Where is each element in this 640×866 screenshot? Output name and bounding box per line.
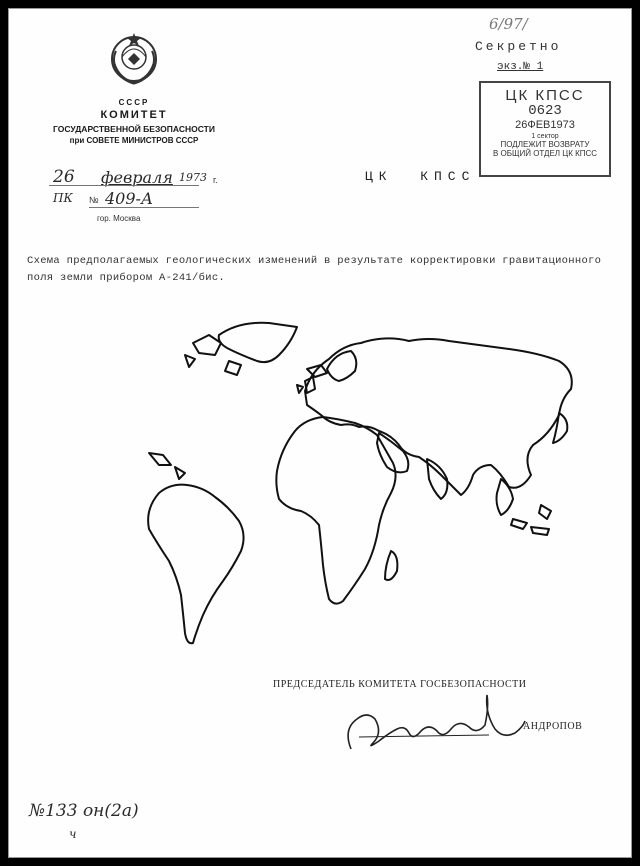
stamp-note2: В ОБЩИЙ ОТДЕЛ ЦК КПСС xyxy=(492,149,598,158)
se-asia-outline xyxy=(497,479,514,515)
stamp-date: 26ФЕВ1973 xyxy=(515,119,575,131)
indonesia-outline xyxy=(511,505,551,535)
iceland-outline xyxy=(307,365,327,377)
chairman-title: ПРЕДСЕДАТЕЛЬ КОМИТЕТА ГОСБЕЗОПАСНОСТИ xyxy=(273,679,527,690)
date-month: февраля xyxy=(101,168,173,187)
committee-line2: ГОСУДАРСТВЕННОЙ БЕЗОПАСНОСТИ xyxy=(53,124,215,134)
number-label: № xyxy=(89,195,99,205)
stamp-note1: ПОДЛЕЖИТ ВОЗВРАТУ xyxy=(500,140,590,149)
stamp-number: 0623 xyxy=(528,103,562,119)
city-label: гор. Москва xyxy=(97,214,141,223)
number-value: 409-А xyxy=(105,189,154,208)
number-line: ПК № 409-А xyxy=(41,189,241,211)
signature-scribble xyxy=(339,689,529,759)
registration-stamp xyxy=(479,81,611,177)
chairman-name: АНДРОПОВ xyxy=(523,721,583,732)
committee-line3: при СОВЕТЕ МИНИСТРОВ СССР xyxy=(69,136,199,145)
year-suffix: г. xyxy=(213,175,218,185)
ussr-emblem-icon xyxy=(104,29,164,89)
stamp-title: ЦК КПСС xyxy=(505,87,585,104)
secrecy-label: Секретно xyxy=(475,39,562,54)
footer-mark: ч xyxy=(69,827,77,841)
handwritten-number: 6/97/ xyxy=(489,15,528,33)
central-america-outline xyxy=(149,453,185,479)
japan-outline xyxy=(553,413,567,443)
eurasia-outline xyxy=(305,338,572,495)
british-isles-outline xyxy=(297,377,315,393)
south-america-outline xyxy=(148,485,243,644)
footer-note: №133 он(2а) xyxy=(29,801,139,821)
document-page xyxy=(8,8,632,858)
date-day: 26 xyxy=(53,167,75,187)
arctic-islands-outline xyxy=(185,335,241,375)
letterhead xyxy=(29,29,239,145)
world-map-illustration xyxy=(129,315,579,655)
committee-label: КОМИТЕТ xyxy=(100,109,168,121)
ussr-label: СССР xyxy=(118,98,150,107)
date-line xyxy=(41,167,241,187)
greenland-outline xyxy=(219,323,297,362)
body-text: Схема предполагаемых геологических изменений в результате корректировки гравитационного поля земли прибором А-241/бис. xyxy=(27,255,602,284)
copy-number: экз.№ 1 xyxy=(497,61,544,73)
date-year: 1973 xyxy=(179,171,207,184)
stamp-sector: 1 сектор xyxy=(531,133,559,140)
addressee: ЦК КПСС xyxy=(365,169,476,184)
madagascar-outline xyxy=(385,551,397,580)
